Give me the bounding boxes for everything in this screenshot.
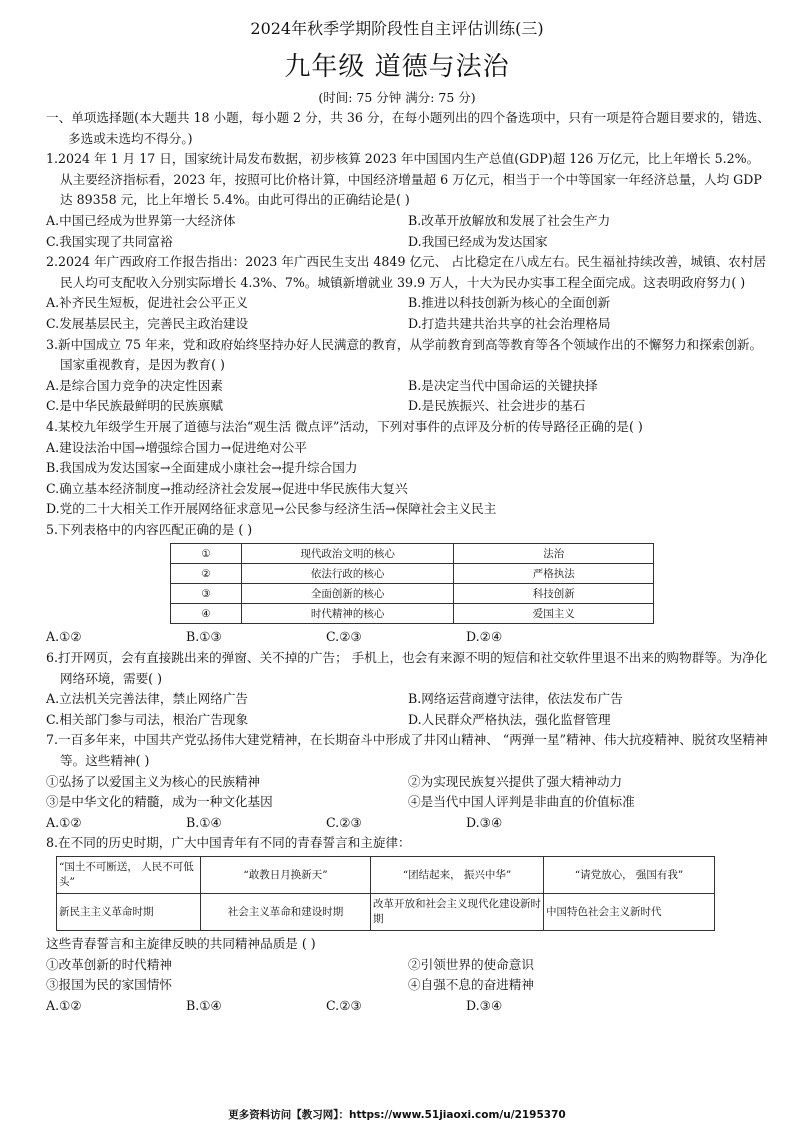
question-6-option-b: B.网络运营商遵守法律，依法发布广告 — [408, 691, 623, 707]
slogan-cell: “国土不可断送， 人民不可低头” — [57, 857, 201, 894]
question-7-option-b: B.①④ — [186, 814, 222, 830]
slogan-cell: “请党放心， 强国有我” — [544, 857, 715, 894]
question-5-stem: 5.下列表格中的内容匹配正确的是 ( ) — [46, 521, 253, 537]
question-5-options — [46, 627, 770, 648]
table-cell: 全面创新的核心 — [241, 584, 454, 604]
question-4-stem: 4.某校九年级学生开展了道德与法治“观生活 微点评”活动，下列对事件的点评及分析的传导路径正确的是( ) — [46, 418, 643, 434]
question-8-statement-4: ④自强不息的奋进精神 — [408, 977, 534, 993]
question-7-statement-1: ①弘扬了以爱国主义为核心的民族精神 — [46, 773, 261, 789]
question-7-option-a: A.①② — [46, 814, 82, 830]
question-7-statement-4: ④是当代中国人评判是非曲直的价值标准 — [408, 794, 635, 810]
table-row — [171, 584, 654, 604]
question-7-statements-2 — [46, 792, 770, 813]
question-3-option-a: A.是综合国力竞争的决定性因素 — [46, 377, 223, 393]
table-cell: ④ — [171, 604, 242, 624]
question-8-statement-2: ②引领世界的使命意识 — [408, 956, 534, 972]
table-cell: 科技创新 — [454, 584, 654, 604]
period-cell: 改革开放和社会主义现代化建设新时期 — [371, 894, 544, 931]
question-7-option-c: C.②③ — [326, 814, 362, 830]
question-8-option-a: A.①② — [46, 997, 82, 1013]
exam-header: 2024年秋季学期阶段性自主评估训练(三) — [250, 19, 544, 38]
question-8-option-b: B.①④ — [186, 997, 222, 1013]
question-8-statement-3: ③报国为民的家国情怀 — [46, 977, 172, 993]
table-cell: 依法行政的核心 — [241, 564, 454, 584]
question-2-options-2 — [46, 314, 770, 335]
question-2-option-a: A.补齐民生短板，促进社会公平正义 — [46, 295, 249, 311]
table-cell: 爱国主义 — [454, 604, 654, 624]
exam-meta: (时间: 75 分钟 满分: 75 分) — [318, 90, 476, 105]
question-5-option-a: A.①② — [46, 629, 82, 645]
slogan-cell: “团结起来， 振兴中华” — [371, 857, 544, 894]
question-2-option-d: D.打造共建共治共享的社会治理格局 — [408, 315, 611, 331]
exam-title: 九年级 道德与法治 — [284, 52, 510, 82]
table-row — [171, 604, 654, 624]
table-row — [57, 894, 715, 931]
question-1-option-b: B.改革开放解放和发展了社会生产力 — [408, 212, 611, 228]
question-4-option-c: C.确立基本经济制度→推动经济社会发展→促进中华民族伟大复兴 — [46, 480, 408, 496]
question-6-option-c: C.相关部门参与司法，根治广告现象 — [46, 711, 249, 727]
table-cell: 现代政治文明的核心 — [241, 544, 454, 564]
question-8-stem: 8.在不同的历史时期，广大中国青年有不同的青春誓言和主旋律： — [46, 835, 411, 851]
question-8-statement-1: ①改革创新的时代精神 — [46, 956, 172, 972]
question-6-options — [46, 689, 770, 710]
question-7-options — [46, 813, 770, 834]
question-8-table — [56, 856, 715, 931]
question-3-option-b: B.是决定当代中国命运的关键抉择 — [408, 377, 598, 393]
exam-body — [46, 108, 770, 1016]
table-row — [57, 857, 715, 894]
question-8-option-d: D.③④ — [466, 997, 503, 1013]
table-cell: 法治 — [454, 544, 654, 564]
question-4-option-d: D.党的二十大相关工作开展网络征求意见→公民参与经济生活→保障社会主义民主 — [46, 501, 497, 517]
question-7-statement-3: ③是中华文化的精髓，成为一种文化基因 — [46, 794, 273, 810]
question-3-options-2 — [46, 396, 770, 417]
question-3-stem: 3.新中国成立 75 年来，党和政府始终坚持办好人民满意的教育，从学前教育到高等教育等各个领域作出的不懈努力和探索创新。国家重视教育，是因为教育( ) — [46, 336, 763, 373]
slogan-cell: “敢教日月换新天” — [201, 857, 371, 894]
question-6-options-2 — [46, 710, 770, 731]
question-1-option-c: C.我国实现了共同富裕 — [46, 233, 173, 249]
question-8-statements — [46, 955, 770, 976]
question-8-option-c: C.②③ — [326, 997, 362, 1013]
table-cell: 时代精神的核心 — [241, 604, 454, 624]
question-8-statements-2 — [46, 975, 770, 996]
question-8-question: 这些青春誓言和主旋律反映的共同精神品质是 ( ) — [46, 936, 316, 951]
question-8-options — [46, 996, 770, 1017]
question-3-options — [46, 376, 770, 397]
table-cell: ② — [171, 564, 242, 584]
question-7-statements — [46, 772, 770, 793]
question-3-option-c: C.是中华民族最鲜明的民族禀赋 — [46, 398, 223, 414]
question-1-option-d: D.我国已经成为发达国家 — [408, 233, 548, 249]
table-cell: ① — [171, 544, 242, 564]
question-5-option-c: C.②③ — [326, 629, 362, 645]
question-2-option-b: B.推进以科技创新为核心的全面创新 — [408, 295, 611, 311]
question-1-options-2 — [46, 232, 770, 253]
section-heading: 一、单项选择题(本大题共 18 小题，每小题 2 分，共 36 分，在每小题列出的四个备选项中，只有一项是符合题目要求的，错选、多选或未选均不得分。) — [46, 110, 770, 146]
question-4-option-a: A.建设法治中国→增强综合国力→促进绝对公平 — [46, 439, 307, 455]
question-6-stem: 6.打开网页，会有直接跳出来的弹窗、关不掉的广告； 手机上，也会有来源不明的短信和社交软件里退不出来的购物群等。为净化网络环境，需要( ) — [46, 650, 768, 686]
question-2-option-c: C.发展基层民主，完善民主政治建设 — [46, 315, 249, 331]
question-7-option-d: D.③④ — [466, 814, 503, 830]
question-1-option-a: A.中国已经成为世界第一大经济体 — [46, 212, 236, 228]
question-4-option-b: B.我国成为发达国家→全面建成小康社会→提升综合国力 — [46, 460, 358, 476]
question-2-options — [46, 293, 770, 314]
question-6-option-a: A.立法机关完善法律，禁止网络广告 — [46, 691, 249, 707]
question-7-statement-2: ②为实现民族复兴提供了强大精神动力 — [408, 773, 623, 789]
question-7-stem: 7.一百多年来，中国共产党弘扬伟大建党精神，在长期奋斗中形成了井冈山精神、 “两弹一星”精神、伟大抗疫精神、脱贫攻坚精神等。这些精神( ) — [46, 732, 768, 769]
question-5-option-d: D.②④ — [466, 629, 503, 645]
question-6-option-d: D.人民群众严格执法，强化监督管理 — [408, 711, 611, 727]
question-1-stem: 1.2024 年 1 月 17 日，国家统计局发布数据，初步核算 2023 年中国国内生产总值(GDP)超 126 万亿元，比上年增长 5.2%。从主要经济指标看，2023 年，按照可比价格计算，中国经济增量超 6 万亿元，相当于一个中等国家一年经济总量，人均 GDP 达 89358 元，比上年增长 5.4%。由此可得出的正确结论是( ) — [46, 151, 762, 208]
question-2-stem: 2.2024 年广西政府工作报告指出：2023 年广西民生支出 4849 亿元、 占比稳定在八成左右。民生福祉持续改善，城镇、农村居民人均可支配收入分别实际增长 4.3%、7%。城镇新增就业 39.9 万人，十大为民办实事工程全面完成。这表明政府努力( ) — [46, 254, 767, 290]
period-cell: 新民主主义革命时期 — [57, 894, 201, 931]
question-5-option-b: B.①③ — [186, 629, 222, 645]
period-cell: 社会主义革命和建设时期 — [201, 894, 371, 931]
table-cell: ③ — [171, 584, 242, 604]
question-1-options — [46, 211, 770, 232]
table-row — [171, 564, 654, 584]
table-row — [171, 544, 654, 564]
period-cell: 中国特色社会主义新时代 — [544, 894, 715, 931]
question-3-option-d: D.是民族振兴、社会进步的基石 — [408, 398, 586, 414]
table-cell: 严格执法 — [454, 564, 654, 584]
footer-link[interactable]: 更多资料访问【教习网】：https://www.51jiaoxi.com/u/2195370 — [228, 1109, 566, 1121]
question-5-table — [170, 543, 654, 624]
